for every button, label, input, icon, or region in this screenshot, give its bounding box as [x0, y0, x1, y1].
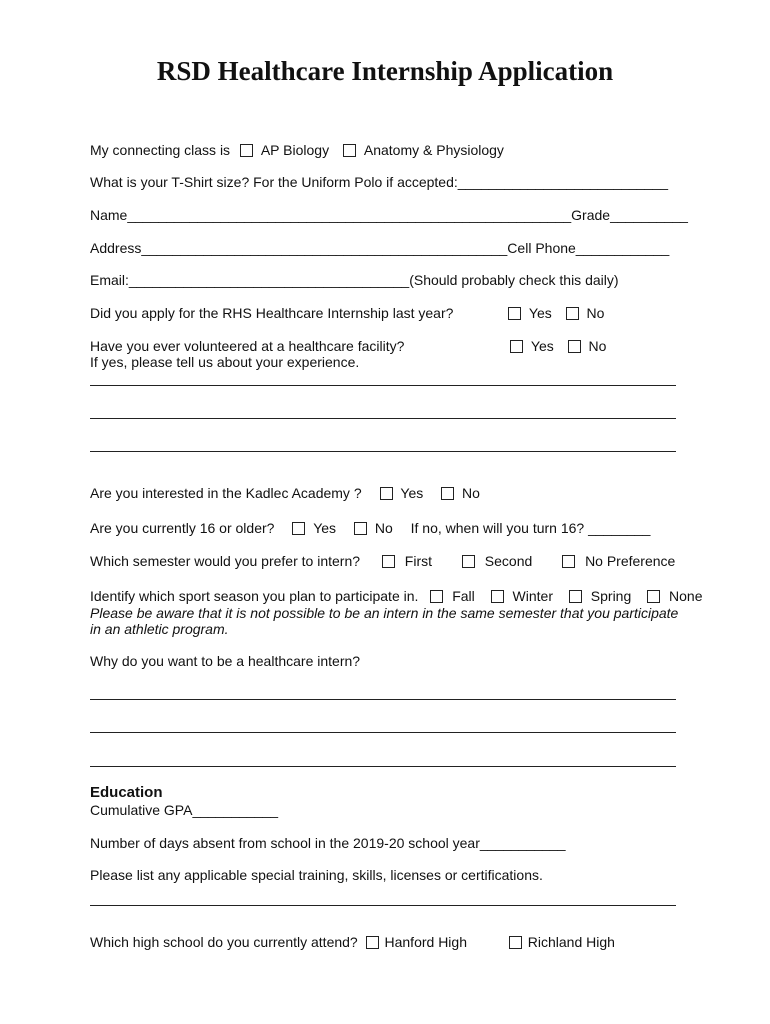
richland-high-checkbox[interactable]	[509, 936, 522, 949]
sport-none-checkbox[interactable]	[647, 590, 660, 603]
hanford-high-checkbox[interactable]	[366, 936, 379, 949]
kadlec-yes-checkbox[interactable]	[380, 487, 393, 500]
semester-first-label: First	[404, 553, 433, 569]
sport-note-line-1: Please be aware that it is not possible to be an intern in the same semester that you participate	[90, 605, 679, 621]
volunteer-yes-label: Yes	[530, 338, 554, 354]
sport-spring-label: Spring	[590, 588, 632, 604]
semester-no-preference-label: No Preference	[585, 553, 676, 569]
why-answer-line-1[interactable]	[90, 699, 676, 700]
address-phone-line[interactable]: Address_______________________________________________Cell Phone____________	[90, 240, 670, 256]
age-row	[90, 520, 650, 536]
rhs-yes-label: Yes	[528, 305, 552, 321]
volunteer-answers	[510, 338, 606, 354]
volunteer-followup-label: If yes, please tell us about your experience.	[90, 354, 360, 370]
sport-winter-checkbox[interactable]	[491, 590, 504, 603]
kadlec-yes-label: Yes	[400, 485, 424, 501]
education-heading: Education	[90, 784, 163, 801]
training-question-label: Please list any applicable special training, skills, licenses or certifications.	[90, 867, 543, 883]
ap-biology-checkbox[interactable]	[240, 144, 253, 157]
rhs-question-label: Did you apply for the RHS Healthcare Internship last year?	[90, 305, 454, 321]
why-answer-line-3[interactable]	[90, 766, 676, 767]
semester-second-label: Second	[484, 553, 533, 569]
volunteer-no-checkbox[interactable]	[568, 340, 581, 353]
kadlec-row	[90, 485, 480, 501]
age-yes-label: Yes	[313, 520, 337, 536]
volunteer-no-label: No	[588, 338, 607, 354]
high-school-question-label: Which high school do you currently attend?	[90, 934, 358, 950]
age-question-label: Are you currently 16 or older?	[90, 520, 275, 536]
rhs-answers	[508, 305, 604, 321]
kadlec-no-checkbox[interactable]	[441, 487, 454, 500]
rhs-yes-checkbox[interactable]	[508, 307, 521, 320]
anatomy-physiology-label: Anatomy & Physiology	[363, 142, 504, 158]
richland-high-label: Richland High	[527, 934, 615, 950]
sport-note-line-2: in an athletic program.	[90, 621, 229, 637]
volunteer-yes-checkbox[interactable]	[510, 340, 523, 353]
volunteer-question-label: Have you ever volunteered at a healthcare facility?	[90, 338, 405, 354]
sport-none-label: None	[669, 588, 703, 604]
kadlec-no-label: No	[462, 485, 480, 501]
semester-row	[90, 553, 675, 569]
sport-winter-label: Winter	[512, 588, 553, 604]
sport-fall-label: Fall	[452, 588, 475, 604]
email-line[interactable]: Email:____________________________________(Should probably check this daily)	[90, 272, 619, 288]
semester-question-label: Which semester would you prefer to intern?	[90, 553, 361, 569]
rhs-no-label: No	[586, 305, 605, 321]
volunteer-answer-line-1[interactable]	[90, 385, 676, 386]
why-answer-line-2[interactable]	[90, 732, 676, 733]
connecting-class-row	[90, 142, 504, 158]
sport-fall-checkbox[interactable]	[430, 590, 443, 603]
name-grade-line[interactable]: Name_________________________________________________________Grade__________	[90, 207, 688, 223]
age-yes-checkbox[interactable]	[292, 522, 305, 535]
age-no-checkbox[interactable]	[354, 522, 367, 535]
age-followup-field[interactable]: If no, when will you turn 16? ________	[410, 520, 651, 536]
semester-no-preference-checkbox[interactable]	[562, 555, 575, 568]
sport-question-label: Identify which sport season you plan to participate in.	[90, 588, 419, 604]
why-question-label: Why do you want to be a healthcare intern?	[90, 653, 361, 669]
volunteer-answer-line-3[interactable]	[90, 451, 676, 452]
high-school-row	[90, 934, 615, 950]
volunteer-answer-line-2[interactable]	[90, 418, 676, 419]
semester-second-checkbox[interactable]	[462, 555, 475, 568]
days-absent-line[interactable]: Number of days absent from school in the 2019-20 school year___________	[90, 835, 566, 851]
age-no-label: No	[374, 520, 393, 536]
kadlec-question-label: Are you interested in the Kadlec Academy ?	[90, 485, 362, 501]
anatomy-physiology-checkbox[interactable]	[343, 144, 356, 157]
semester-first-checkbox[interactable]	[382, 555, 395, 568]
sport-spring-checkbox[interactable]	[569, 590, 582, 603]
tshirt-size-line[interactable]: What is your T-Shirt size? For the Uniform Polo if accepted:___________________________	[90, 174, 668, 190]
rhs-no-checkbox[interactable]	[566, 307, 579, 320]
gpa-line[interactable]: Cumulative GPA___________	[90, 802, 279, 818]
ap-biology-label: AP Biology	[260, 142, 330, 158]
hanford-high-label: Hanford High	[384, 934, 467, 950]
sport-row	[90, 588, 703, 604]
page-title: RSD Healthcare Internship Application	[156, 56, 614, 86]
training-answer-line[interactable]	[90, 905, 676, 906]
connecting-class-label: My connecting class is	[90, 142, 231, 158]
